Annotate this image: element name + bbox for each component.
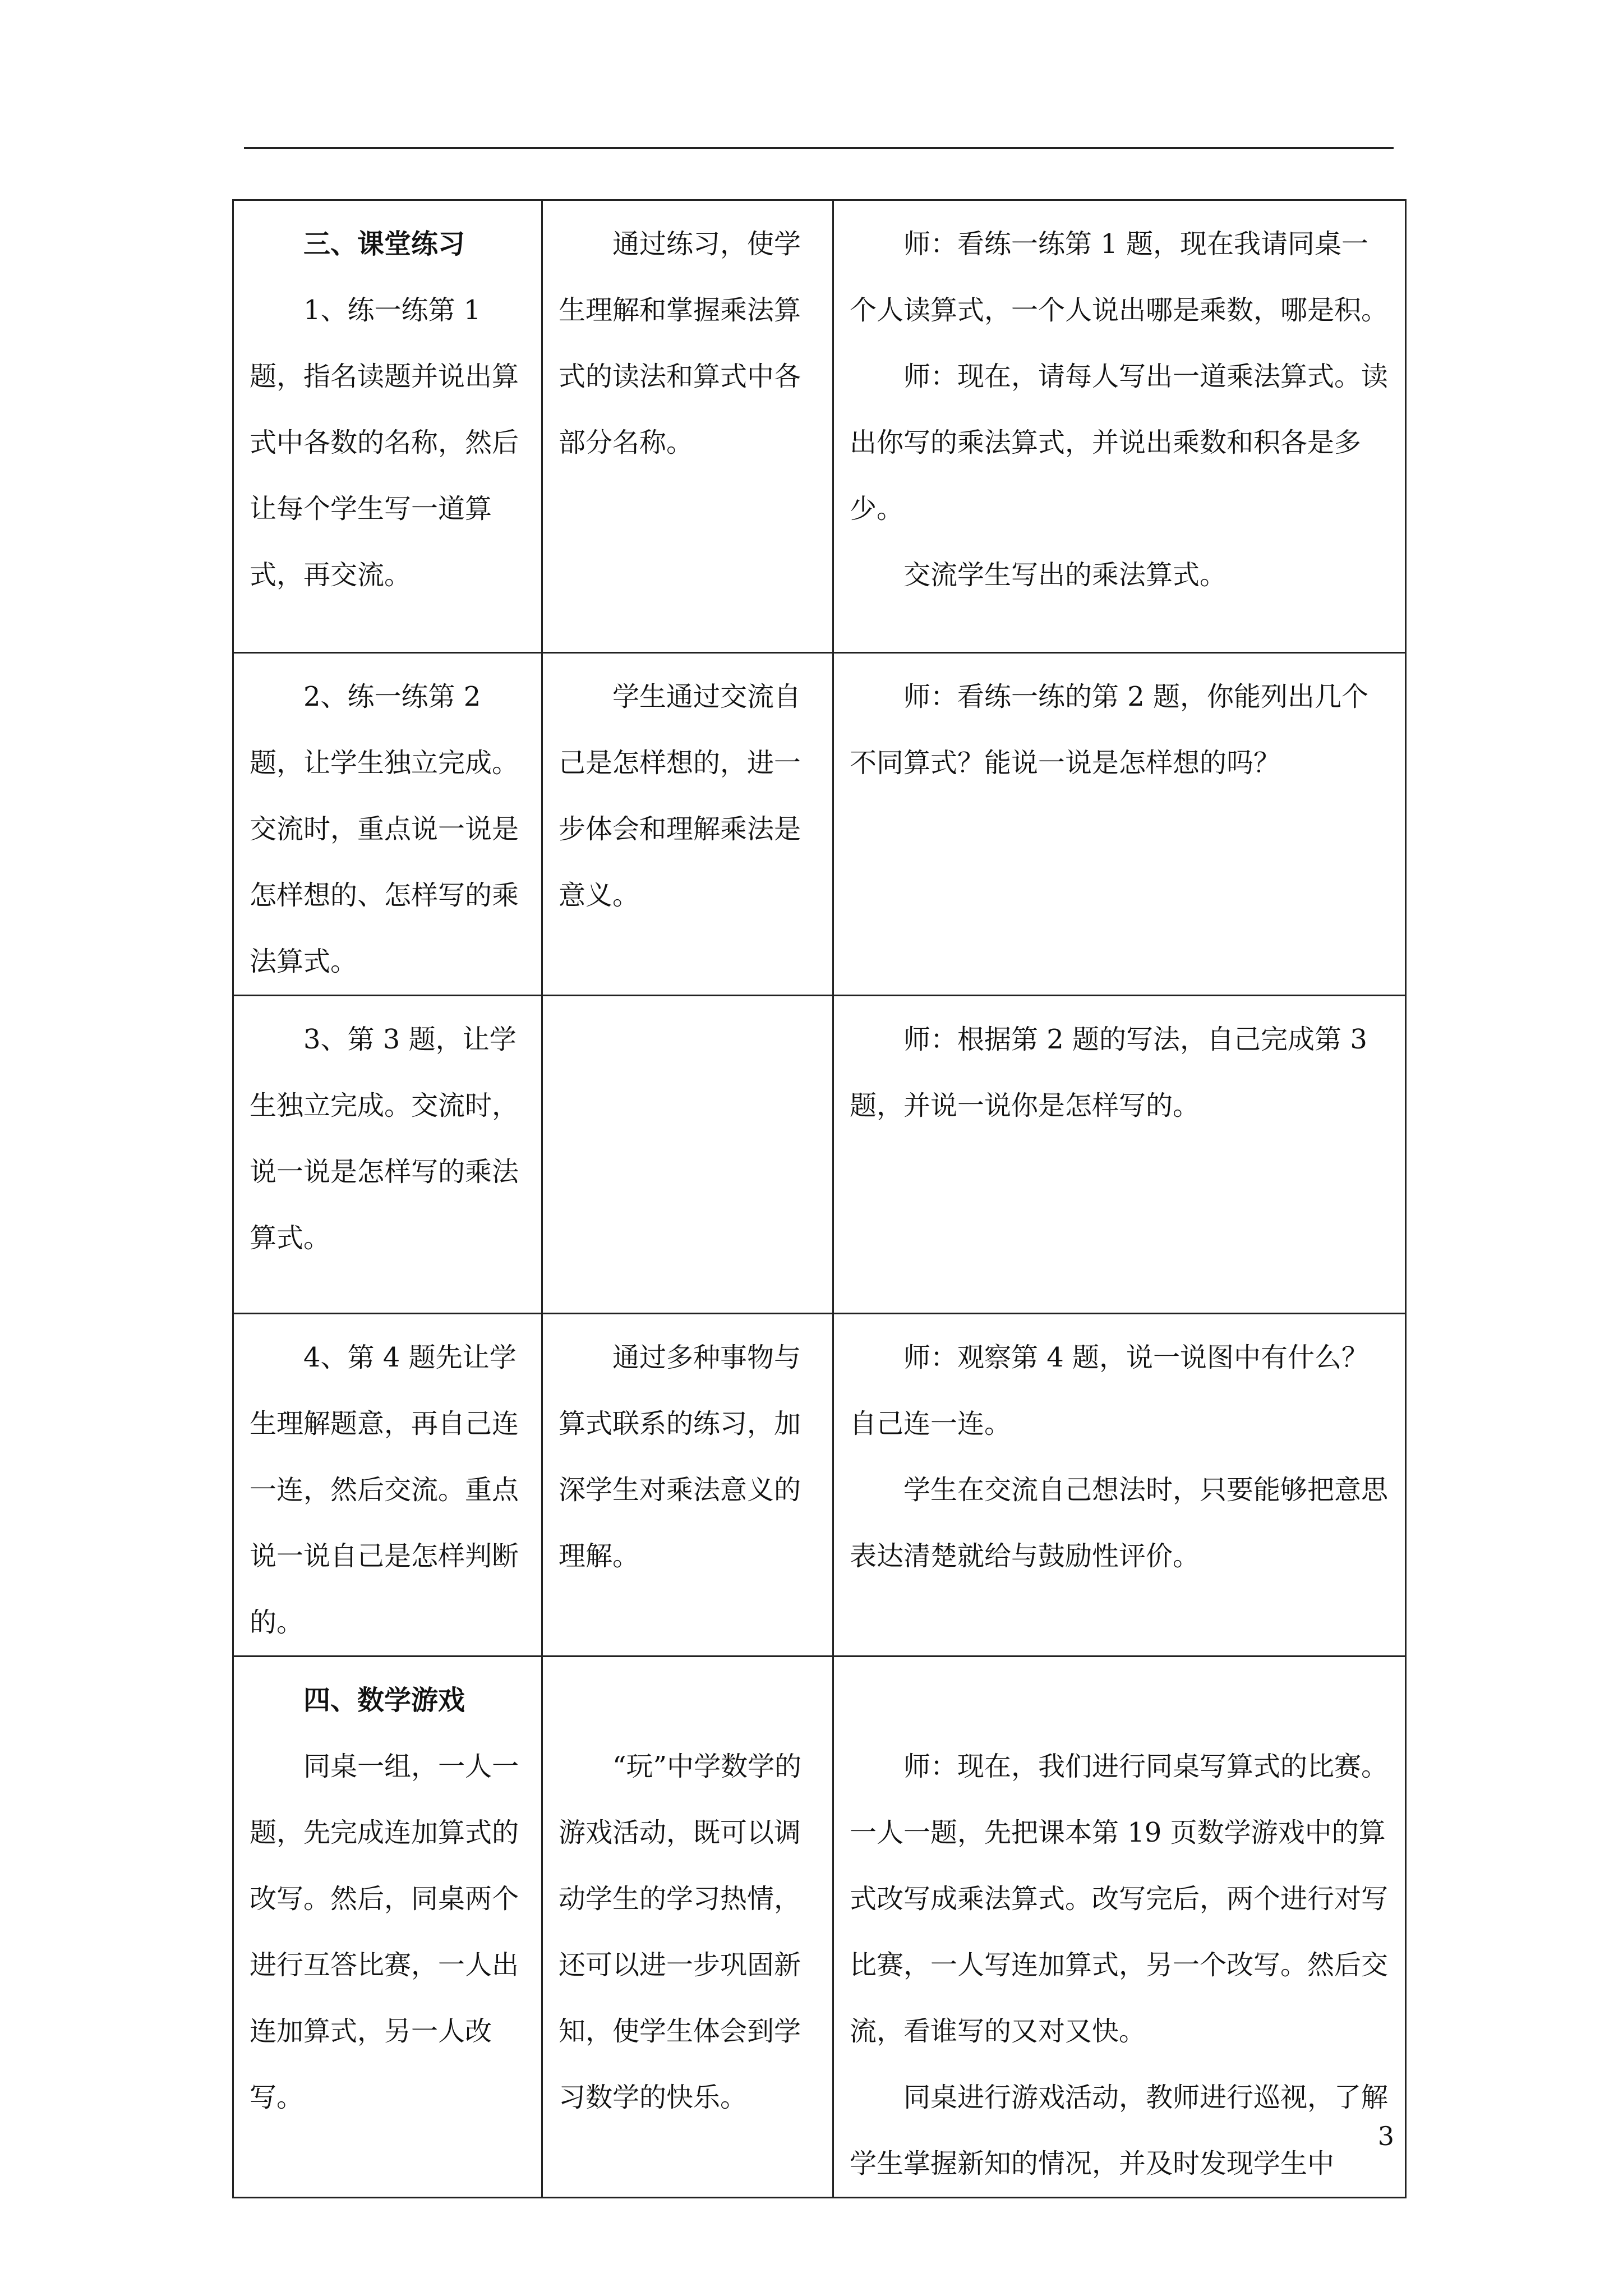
intent-cell [542,996,833,1314]
cell-paragraph [850,1667,1393,1733]
process-cell [833,200,1406,653]
activity-cell [233,1657,542,2198]
process-cell [833,1657,1406,2198]
intent-cell [542,1314,833,1657]
process-cell [833,1314,1406,1657]
page-number: 3 [1377,2121,1394,2151]
cell-paragraph: 学生在交流自己想法时，只要能够把意思表达清楚就给与鼓励性评价。 [850,1474,1389,1572]
cell-paragraph: 师：现在，我们进行同桌写算式的比赛。一人一题，先把课本第 19 页数学游戏中的算式改写成乘法算式。改写完后，两个进行对写比赛，一人写连加算式，另一个改写。然后交流，看谁写的又对又快。 [850,1751,1389,2047]
lesson-plan-table [232,199,1407,2198]
cell-paragraph: 1、练一练第 1 题，指名读题并说出算式中各数的名称，然后让每个学生写一道算式，再交流。 [250,295,519,591]
cell-paragraph: 交流学生写出的乘法算式。 [903,559,1227,591]
intent-cell [542,200,833,653]
process-cell [833,653,1406,996]
cell-paragraph: 2、练一练第 2 题，让学生独立完成。交流时，重点说一说是怎样想的、怎样写的乘法算式。 [250,681,519,977]
cell-paragraph: 同桌进行游戏活动，教师进行巡视，了解学生掌握新知的情况，并及时发现学生中 [850,2082,1389,2179]
table-row [233,1657,1406,2198]
process-cell [833,996,1406,1314]
table-row [233,200,1406,653]
cell-paragraph: 师：根据第 2 题的写法，自己完成第 3 题，并说一说你是怎样写的。 [850,1024,1367,1121]
cell-paragraph: 师：现在，请每人写出一道乘法算式。读出你写的乘法算式，并说出乘数和积各是多少。 [850,361,1389,524]
cell-paragraph: “玩”中学数学的游戏活动，既可以调动学生的学习热情，还可以进一步巩固新知，使学生体会到学习数学的快乐。 [559,1751,802,2113]
section-heading: 四、数学游戏 [303,1685,465,1716]
intent-cell [542,1657,833,2198]
activity-cell [233,653,542,996]
activity-cell [233,996,542,1314]
activity-cell [233,200,542,653]
cell-paragraph: 通过练习，使学生理解和掌握乘法算式的读法和算式中各部分名称。 [559,228,801,458]
table-row [233,1314,1406,1657]
table-row [233,653,1406,996]
activity-cell [233,1314,542,1657]
cell-paragraph: 3、第 3 题，让学生独立完成。交流时，说一说是怎样写的乘法算式。 [250,1024,519,1254]
cell-paragraph: 师：看练一练的第 2 题，你能列出几个不同算式？能说一说是怎样想的吗？ [850,681,1369,779]
table-row [233,996,1406,1314]
cell-paragraph: 4、第 4 题先让学生理解题意，再自己连一连，然后交流。重点说一说自己是怎样判断的。 [250,1342,519,1638]
cell-paragraph: 通过多种事物与算式联系的练习，加深学生对乘法意义的理解。 [559,1342,801,1572]
header-rule [244,147,1394,149]
cell-paragraph: 师：观察第 4 题，说一说图中有什么？自己连一连。 [850,1342,1369,1439]
cell-paragraph [559,1667,820,1733]
cell-paragraph: 学生通过交流自己是怎样想的，进一步体会和理解乘法是意义。 [559,681,801,911]
cell-paragraph: 师：看练一练第 1 题，现在我请同桌一个人读算式，一个人说出哪是乘数，哪是积。 [850,228,1389,326]
cell-paragraph: 同桌一组，一人一题，先完成连加算式的改写。然后，同桌两个进行互答比赛，一人出连加算式，另一人改写。 [250,1751,519,2113]
table-body [233,200,1406,2198]
intent-cell [542,653,833,996]
section-heading: 三、课堂练习 [303,228,465,260]
